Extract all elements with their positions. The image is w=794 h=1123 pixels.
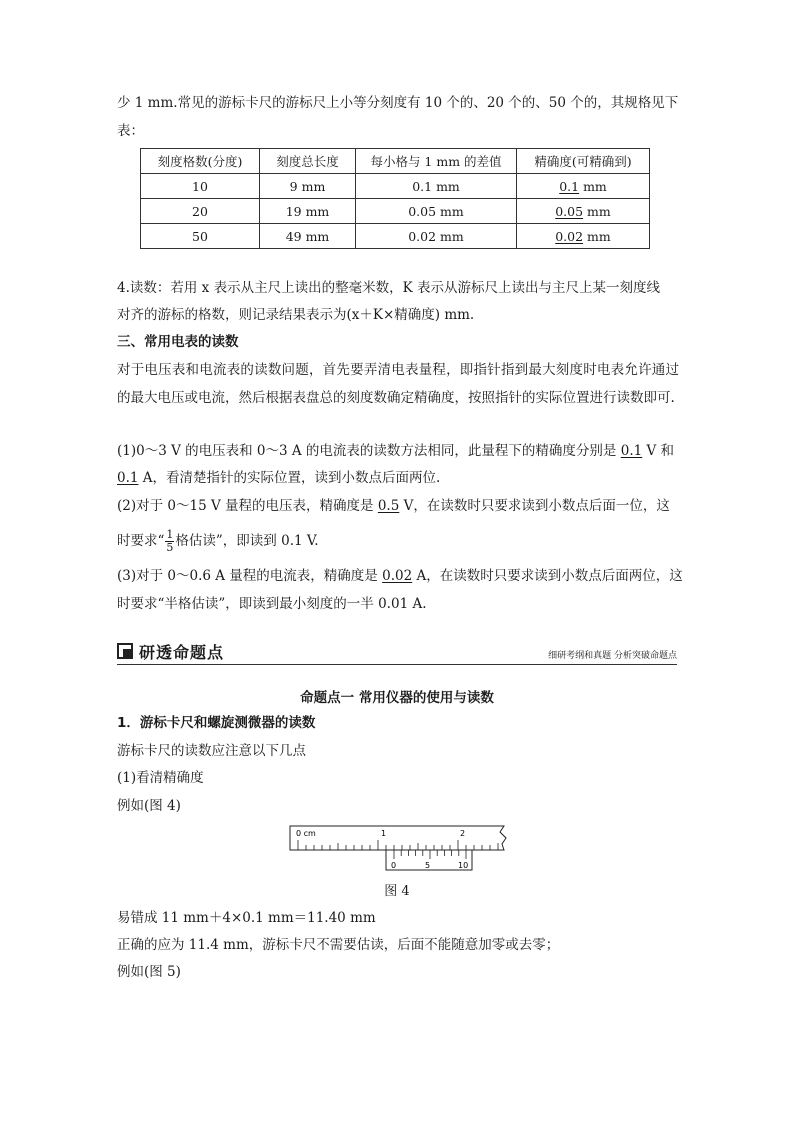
vernier-label-5: 5: [425, 861, 431, 870]
table-header-length: 刻度总长度: [260, 149, 356, 174]
table-cell: 0.1 mm: [356, 174, 517, 199]
meters-heading: 三、常用电表的读数: [117, 334, 239, 350]
vernier-spec-table: [140, 148, 650, 249]
table-cell: 50: [141, 224, 260, 249]
text-run: A，看清楚指针的实际位置，读到小数点后面两位.: [138, 470, 441, 486]
topic-title: 命题点一 常用仪器的使用与读数: [300, 690, 494, 706]
table-cell: [517, 224, 650, 249]
table-row: [141, 224, 650, 249]
text-run: V，在读数时只要求读到小数点后面一位，这: [399, 498, 670, 514]
precision-unit: mm: [583, 203, 611, 219]
text-run: (1)0～3 V 的电压表和 0～3 A 的电流表的读数方法相同，此量程下的精确度分别是: [117, 443, 621, 459]
topic-line-1: 游标卡尺的读数应注意以下几点: [117, 743, 306, 759]
precision-unit: mm: [579, 178, 607, 194]
table-cell: 49 mm: [260, 224, 356, 249]
meters-item-1-line-1: [117, 441, 677, 461]
meters-item-2-line-1: [117, 496, 677, 516]
after-line-2: 正确的应为 11.4 mm，游标卡尺不需要估读，后面不能随意加零或去零；: [117, 937, 560, 953]
main-label-1: 1: [381, 829, 387, 838]
meters-item-3-line-2: 时要求“半格估读”，即读到最小刻度的一半 0.01 A.: [117, 596, 427, 612]
vernier-caliper-figure: [288, 824, 512, 874]
precision-value: 0.05: [555, 203, 584, 219]
topic-line-3: 例如(图 4): [117, 798, 181, 814]
reading-line-2: 对齐的游标的格数，则记录结果表示为(x＋K×精确度) mm.: [117, 307, 475, 323]
table-cell: 0.05 mm: [356, 199, 517, 224]
intro-line-2: 表：: [117, 123, 144, 139]
section-square-icon: [117, 643, 133, 659]
fraction-denominator: 5: [166, 541, 174, 554]
table-cell: 9 mm: [260, 174, 356, 199]
fraction-numerator: 1: [166, 528, 174, 541]
after-line-1: 易错成 11 mm＋4×0.1 mm＝11.40 mm: [117, 910, 376, 926]
table-cell: 10: [141, 174, 260, 199]
table-cell: 19 mm: [260, 199, 356, 224]
table-cell: [517, 174, 650, 199]
table-header-precision: 精确度(可精确到): [517, 149, 650, 174]
underlined-answer: 0.5: [377, 498, 400, 514]
precision-unit: mm: [583, 228, 611, 244]
underlined-answer: 0.1: [620, 443, 643, 459]
topic-line-2: (1)看清精确度: [117, 770, 204, 786]
meters-item-2-line-2: [117, 524, 677, 558]
fraction-one-fifth: [165, 529, 174, 554]
meters-item-1-line-2: [117, 468, 677, 488]
text-run: V 和: [642, 443, 675, 459]
section-subtitle: 细研考纲和真题 分析突破命题点: [548, 651, 677, 661]
reading-line-1: 4.读数：若用 x 表示从主尺上读出的整毫米数，K 表示从游标尺上读出与主尺上某一刻度线: [117, 280, 660, 296]
section-title: 研透命题点: [139, 643, 225, 662]
vernier-label-10: 10: [458, 861, 469, 870]
main-label-2: 2: [460, 829, 466, 838]
table-header-diff: 每小格与 1 mm 的差值: [356, 149, 517, 174]
text-run: (2)对于 0～15 V 量程的电压表，精确度是: [117, 498, 378, 514]
meters-paragraph: 对于电压表和电流表的读数问题，首先要弄清电表量程，即指针指到最大刻度时电表允许通过的最大电压或电流，然后根据表盘总的刻度数确定精确度，按照指针的实际位置进行读数即可.: [117, 362, 679, 406]
figure-caption: 图 4: [384, 884, 410, 899]
section-header: [117, 640, 677, 665]
meters-item-3-line-1: [117, 566, 683, 586]
vernier-label-0: 0: [391, 861, 397, 870]
intro-line-1: 少 1 mm.常见的游标卡尺的游标尺上小等分刻度有 10 个的、20 个的、50 个的，其规格见下: [117, 95, 679, 111]
text-run: A，在读数时只要求读到小数点后面两位，这: [412, 568, 683, 584]
table-row: [141, 174, 650, 199]
text-run: (3)对于 0～0.6 A 量程的电流表，精确度是: [117, 568, 383, 584]
table-header-row: [141, 149, 650, 174]
precision-value: 0.02: [555, 228, 584, 244]
after-line-3: 例如(图 5): [117, 964, 181, 980]
precision-value: 0.1: [559, 178, 580, 194]
table-cell: 20: [141, 199, 260, 224]
main-label-0: 0 cm: [296, 829, 316, 838]
text-run: 时要求“: [117, 533, 165, 549]
text-run: 格估读”，即读到 0.1 V.: [175, 533, 319, 549]
table-header-divisions: 刻度格数(分度): [141, 149, 260, 174]
underlined-answer: 0.1: [117, 470, 139, 486]
table-cell: [517, 199, 650, 224]
table-row: [141, 199, 650, 224]
topic-subheading: 1．游标卡尺和螺旋测微器的读数: [117, 715, 316, 731]
table-cell: 0.02 mm: [356, 224, 517, 249]
underlined-answer: 0.02: [382, 568, 413, 584]
